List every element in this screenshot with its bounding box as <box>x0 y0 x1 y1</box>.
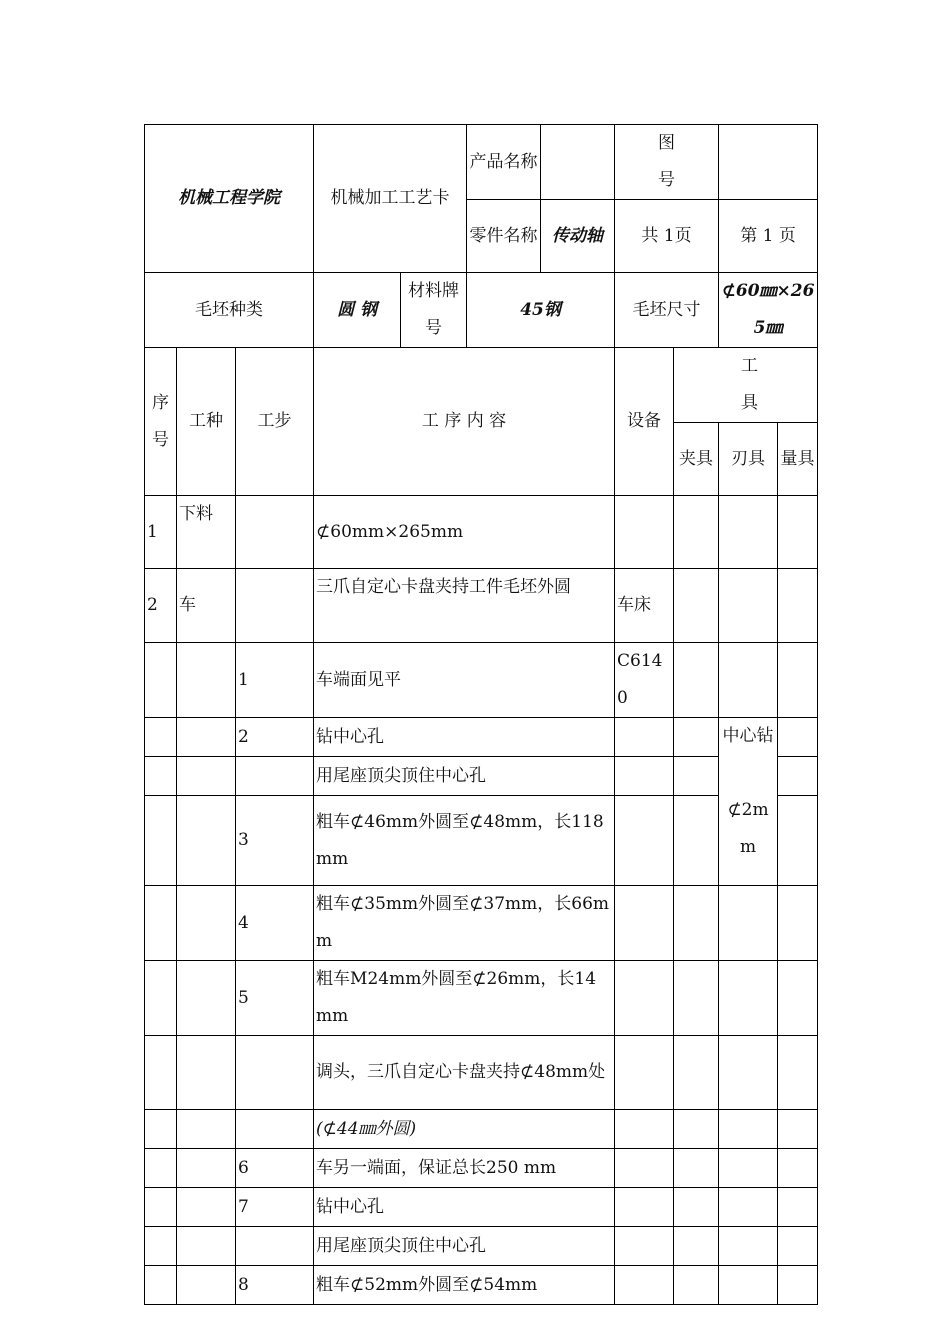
row-seq <box>145 1149 177 1188</box>
table-row <box>145 1110 818 1149</box>
row-seq <box>145 886 177 961</box>
table-row <box>145 569 818 643</box>
drawing-no-value <box>719 125 818 200</box>
row-type <box>177 961 236 1036</box>
blank-size-value: ⊄60㎜×265㎜ <box>719 273 818 348</box>
col-gauge: 量具 <box>778 423 818 496</box>
row-type <box>177 1149 236 1188</box>
row-content: 三爪自定心卡盘夹持工件毛坯外圆 <box>314 569 615 643</box>
row-equip <box>615 1110 674 1149</box>
row-type: 车 <box>177 569 236 643</box>
col-content: 工 序 内 容 <box>314 348 615 496</box>
row-seq <box>145 796 177 886</box>
row-step <box>236 1110 314 1149</box>
table-row <box>145 1227 818 1266</box>
table-row <box>145 886 818 961</box>
row-content: 粗车⊄52mm外圆至⊄54mm <box>314 1266 615 1305</box>
table-row <box>145 1188 818 1227</box>
row-step: 7 <box>236 1188 314 1227</box>
row-content: 用尾座顶尖顶住中心孔 <box>314 1227 615 1266</box>
row-content: 用尾座顶尖顶住中心孔 <box>314 757 615 796</box>
row-content: 粗车⊄46mm外圆至⊄48mm，长118mm <box>314 796 615 886</box>
col-cutter: 刃具 <box>719 423 778 496</box>
row-step: 2 <box>236 718 314 757</box>
material-value: 45钢 <box>467 273 615 348</box>
row-seq <box>145 757 177 796</box>
cutter-center-drill: 中心钻 ⊄2mm <box>719 718 778 886</box>
row-seq <box>145 1188 177 1227</box>
row-content: ⊄60mm×265mm <box>314 496 615 569</box>
row-seq: 1 <box>145 496 177 569</box>
row-step <box>236 1036 314 1110</box>
row-step: 8 <box>236 1266 314 1305</box>
row-equip: C6140 <box>615 643 674 718</box>
row-seq <box>145 1227 177 1266</box>
row-step: 1 <box>236 643 314 718</box>
row-step: 4 <box>236 886 314 961</box>
row-step: 5 <box>236 961 314 1036</box>
table-row <box>145 643 818 718</box>
table-row <box>145 496 818 569</box>
row-seq <box>145 1110 177 1149</box>
table-row <box>145 718 818 757</box>
row-step <box>236 496 314 569</box>
row-content: 钻中心孔 <box>314 1188 615 1227</box>
col-seq: 序号 <box>145 348 177 496</box>
row-equip <box>615 796 674 886</box>
blank-type-value: 圆 钢 <box>314 273 401 348</box>
row-seq <box>145 718 177 757</box>
row-type <box>177 1188 236 1227</box>
total-pages: 共 1页 <box>615 200 719 273</box>
table-row <box>145 757 818 796</box>
table-row <box>145 1036 818 1110</box>
row-equip <box>615 718 674 757</box>
row-equip <box>615 496 674 569</box>
row-equip <box>615 757 674 796</box>
row-equip <box>615 886 674 961</box>
blank-type-label: 毛坯种类 <box>145 273 314 348</box>
card-title: 机械加工工艺卡 <box>314 125 467 273</box>
part-name-label: 零件名称 <box>467 200 541 273</box>
row-equip <box>615 1036 674 1110</box>
table-row <box>145 961 818 1036</box>
product-name-label: 产品名称 <box>467 125 541 200</box>
row-seq: 2 <box>145 569 177 643</box>
material-label: 材料牌号 <box>401 273 467 348</box>
row-equip <box>615 1188 674 1227</box>
row-type <box>177 1227 236 1266</box>
table-row <box>145 1266 818 1305</box>
school-name: 机械工程学院 <box>145 125 314 273</box>
col-tools: 工 具 <box>674 348 818 423</box>
col-step: 工步 <box>236 348 314 496</box>
row-content: (⊄44㎜外圆) <box>314 1110 615 1149</box>
row-content: 粗车M24mm外圆至⊄26mm，长14mm <box>314 961 615 1036</box>
row-type <box>177 718 236 757</box>
row-content: 车端面见平 <box>314 643 615 718</box>
row-seq <box>145 1036 177 1110</box>
row-equip <box>615 1227 674 1266</box>
row-step: 6 <box>236 1149 314 1188</box>
row-content: 粗车⊄35mm外圆至⊄37mm，长66mm <box>314 886 615 961</box>
row-type <box>177 886 236 961</box>
row-step <box>236 569 314 643</box>
row-step: 3 <box>236 796 314 886</box>
col-equipment: 设备 <box>615 348 674 496</box>
row-type <box>177 643 236 718</box>
page-number: 第 1 页 <box>719 200 818 273</box>
drawing-no-label: 图 号 <box>615 125 719 200</box>
process-card-table <box>144 124 818 1305</box>
row-equip <box>615 961 674 1036</box>
col-fixture: 夹具 <box>674 423 719 496</box>
row-type <box>177 1266 236 1305</box>
row-equip <box>615 1149 674 1188</box>
col-work-type: 工种 <box>177 348 236 496</box>
row-type: 下料 <box>177 496 236 569</box>
row-step <box>236 757 314 796</box>
row-seq <box>145 1266 177 1305</box>
row-type <box>177 757 236 796</box>
row-equip: 车床 <box>615 569 674 643</box>
row-step <box>236 1227 314 1266</box>
row-seq <box>145 643 177 718</box>
row-content: 车另一端面，保证总长250 mm <box>314 1149 615 1188</box>
row-equip <box>615 1266 674 1305</box>
blank-size-label: 毛坯尺寸 <box>615 273 719 348</box>
part-name-value: 传动轴 <box>541 200 615 273</box>
row-type <box>177 1110 236 1149</box>
row-type <box>177 796 236 886</box>
row-content: 钻中心孔 <box>314 718 615 757</box>
table-row <box>145 796 818 886</box>
table-row <box>145 1149 818 1188</box>
row-content: 调头，三爪自定心卡盘夹持⊄48mm处 <box>314 1036 615 1110</box>
row-type <box>177 1036 236 1110</box>
row-seq <box>145 961 177 1036</box>
product-name-value <box>541 125 615 200</box>
